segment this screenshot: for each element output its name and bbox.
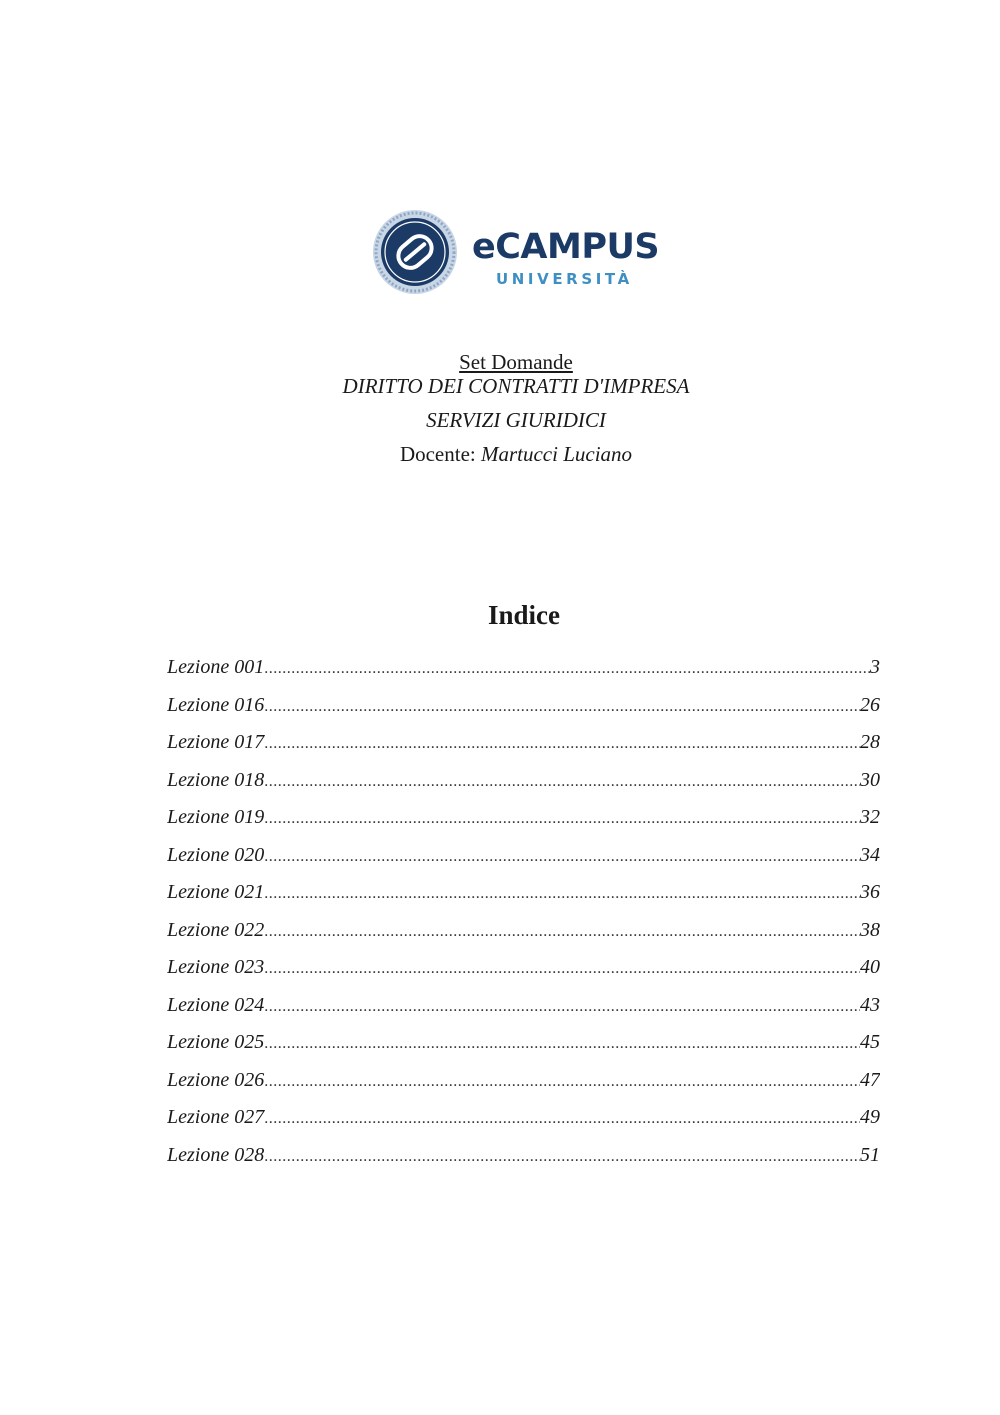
index-heading: Indice — [487, 600, 560, 630]
toc-entry-page: 3 — [870, 656, 880, 678]
toc-entry[interactable] — [167, 956, 880, 994]
toc-entry-label: Lezione 018 — [167, 768, 265, 791]
toc-entry-label: Lezione 019 — [167, 806, 265, 828]
toc-dot-leader — [264, 998, 860, 1016]
toc-dot-leader — [264, 923, 860, 941]
toc-dot-leader — [264, 1035, 860, 1053]
toc-entry[interactable] — [167, 1106, 880, 1144]
toc-entry-page: 45 — [860, 1031, 880, 1053]
toc-dot-leader — [264, 773, 860, 791]
toc-entry[interactable] — [167, 806, 880, 844]
toc-entry-page: 43 — [860, 993, 880, 1016]
course-title: DIRITTO DEI CONTRATTI D'IMPRESA — [342, 374, 690, 398]
toc-entry-label: Lezione 022 — [167, 918, 265, 941]
toc-entry[interactable] — [167, 656, 880, 694]
teacher-label: Docente: — [399, 442, 476, 466]
toc-entry-page: 49 — [860, 1106, 880, 1128]
toc-entry-page: 34 — [860, 843, 880, 866]
toc-entry-page: 32 — [860, 806, 880, 828]
toc-entry[interactable] — [167, 694, 880, 732]
table-of-contents — [167, 656, 880, 1181]
toc-dot-leader — [264, 1073, 860, 1091]
toc-entry-page: 38 — [860, 918, 880, 941]
toc-entry[interactable] — [167, 769, 880, 807]
logo-wordmark: eCAMPUS — [472, 227, 660, 267]
university-seal-icon — [372, 209, 458, 295]
toc-entry-page: 26 — [860, 693, 880, 716]
toc-entry-label: Lezione 027 — [167, 1106, 265, 1128]
toc-entry-page: 51 — [860, 1143, 880, 1166]
toc-entry-page: 28 — [860, 731, 880, 753]
toc-entry[interactable] — [167, 1069, 880, 1107]
toc-dot-leader — [264, 1110, 860, 1128]
toc-entry-page: 36 — [860, 881, 880, 903]
toc-dot-leader — [264, 848, 860, 866]
toc-entry[interactable] — [167, 844, 880, 882]
toc-entry[interactable] — [167, 1144, 880, 1182]
toc-entry-label: Lezione 025 — [167, 1031, 265, 1053]
toc-dot-leader — [264, 1148, 860, 1166]
toc-entry[interactable] — [167, 731, 880, 769]
toc-dot-leader — [264, 660, 870, 678]
toc-entry-label: Lezione 016 — [167, 693, 265, 716]
teacher-line — [0, 442, 1000, 466]
teacher-name: Martucci Luciano — [480, 442, 633, 466]
toc-entry-label: Lezione 024 — [167, 993, 265, 1016]
toc-entry-label: Lezione 021 — [167, 881, 265, 903]
toc-entry-page: 30 — [860, 768, 880, 791]
toc-entry[interactable] — [167, 994, 880, 1032]
toc-dot-leader — [264, 698, 860, 716]
toc-entry[interactable] — [167, 1031, 880, 1069]
toc-dot-leader — [264, 960, 860, 978]
toc-entry-label: Lezione 023 — [167, 956, 265, 978]
toc-dot-leader — [264, 885, 860, 903]
toc-entry-label: Lezione 001 — [167, 656, 265, 678]
toc-entry-page: 47 — [860, 1068, 880, 1091]
toc-entry[interactable] — [167, 919, 880, 957]
ecampus-logo — [372, 206, 672, 298]
toc-entry-label: Lezione 020 — [167, 843, 265, 866]
document-title-block — [0, 350, 1000, 466]
toc-entry-label: Lezione 028 — [167, 1143, 265, 1166]
toc-entry-label: Lezione 017 — [167, 731, 265, 753]
set-label: Set Domande — [459, 350, 573, 374]
toc-entry-page: 40 — [860, 956, 880, 978]
toc-entry-label: Lezione 026 — [167, 1068, 265, 1091]
toc-dot-leader — [264, 810, 860, 828]
toc-entry[interactable] — [167, 881, 880, 919]
logo-subtitle: UNIVERSITÀ — [496, 270, 633, 288]
department-name: SERVIZI GIURIDICI — [426, 408, 606, 432]
toc-dot-leader — [264, 735, 860, 753]
